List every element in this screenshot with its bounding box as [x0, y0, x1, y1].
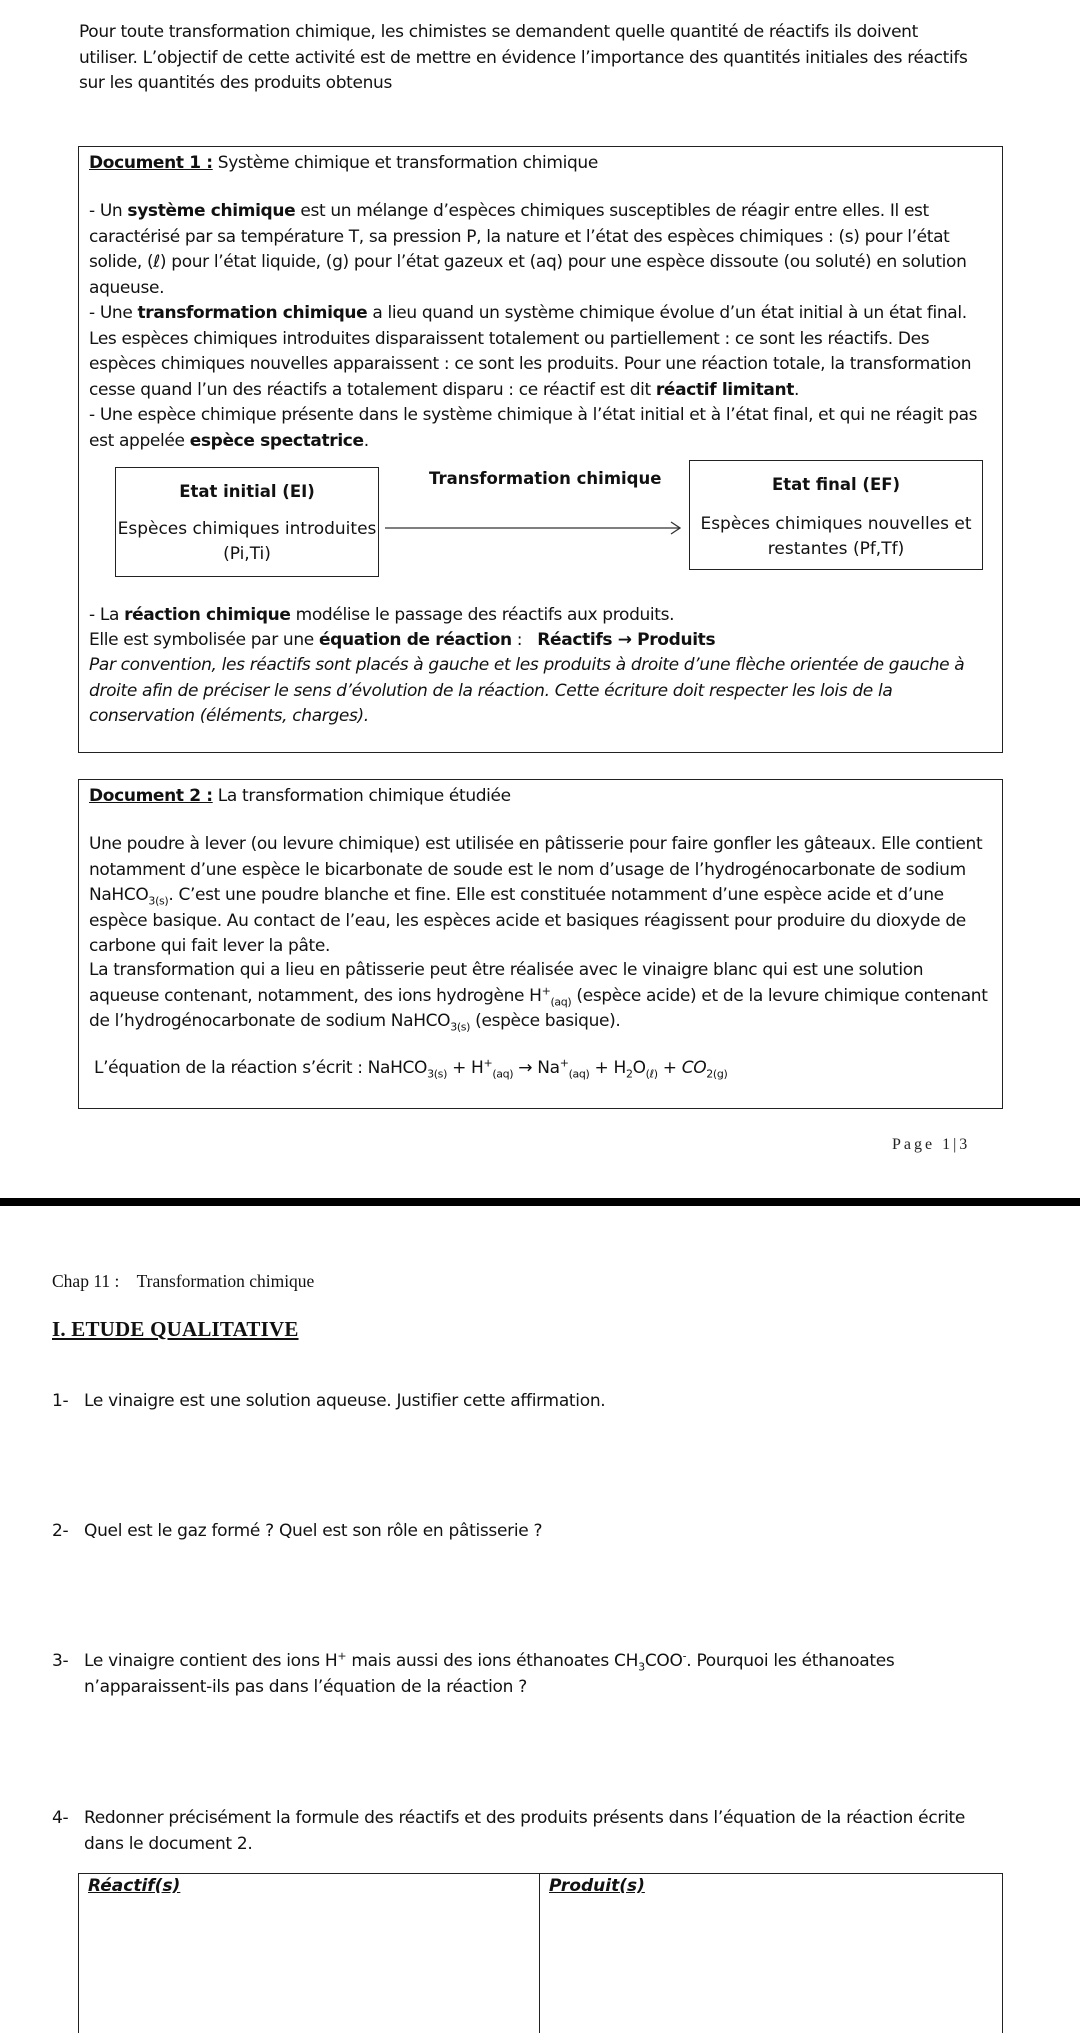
question-2: [52, 1519, 1012, 1545]
question-number: 2-: [52, 1521, 69, 1541]
text: - La: [89, 605, 125, 625]
text: +: [589, 1058, 614, 1078]
text: L’équation de la réaction s’écrit :: [94, 1058, 368, 1078]
text: (espèce acide) et de la levure chimique contenant de l’hydrogénocarbonate de sodium NaHCO: [89, 985, 988, 1031]
subscript: 3: [638, 1660, 645, 1674]
reactants-to-products: Réactifs → Produits: [537, 630, 716, 650]
question-text-line2: dans le document 2.: [84, 1833, 253, 1854]
subscript: 3(s): [450, 1020, 471, 1034]
superscript: +: [483, 1056, 493, 1070]
document-1-label: Document 1 :: [89, 153, 213, 173]
text: . C’est une poudre blanche et fine. Elle est constituée notamment d’une espèce acide et d’une espèce basique. Au contact de l’eau, les espèces acide et basiques réagissent pour produire du dioxyde de carbone qui fait lever la pâte.: [89, 885, 966, 956]
reaction-equation: [94, 1056, 999, 1082]
text: La transformation qui a lieu en pâtisserie peut être réalisée avec le vinaigre blanc qui est une solution aqueuse contenant, notamment, des ions hydrogène H: [89, 960, 924, 1006]
question-3: [52, 1649, 1012, 1700]
subscript: 2(g): [706, 1067, 728, 1081]
document-1-title: Système chimique et transformation chimique: [212, 153, 598, 173]
subscript: 3(s): [148, 894, 169, 908]
term-chemical-reaction: réaction chimique: [124, 605, 291, 625]
question-number: 1-: [52, 1391, 69, 1411]
question-text-line2: n’apparaissent-ils pas dans l’équation de la réaction ?: [84, 1676, 527, 1697]
convention-note: [89, 653, 994, 730]
document-2-title: La transformation chimique étudiée: [212, 786, 511, 806]
question-text: Quel est le gaz formé ? Quel est son rôle en pâtisserie ?: [84, 1521, 543, 1541]
initial-state-description: Espèces chimiques introduites (Pi,Ti): [117, 519, 377, 564]
arrow-right-icon: [385, 521, 683, 535]
subscript: (aq): [568, 1067, 590, 1081]
page-number: Page 1|3: [892, 1136, 971, 1153]
question-number: 4-: [52, 1808, 69, 1828]
superscript: +: [559, 1056, 569, 1070]
final-state-description: Espèces chimiques nouvelles et restantes (Pf,Tf): [700, 514, 972, 559]
arrow-icon: →: [513, 1058, 538, 1078]
question-text: . Pourquoi les éthanoates: [686, 1651, 895, 1671]
text: +: [657, 1058, 682, 1078]
question-text: Redonner précisément la formule des réactifs et des produits présents dans l’équation de la réaction écrite: [84, 1808, 966, 1828]
document-2-box: [78, 779, 1003, 1109]
text: :: [511, 630, 538, 650]
subscript: 3(s): [427, 1067, 448, 1081]
document-2-label: Document 2 :: [89, 786, 213, 806]
text: +: [447, 1058, 472, 1078]
document-2-heading: [89, 784, 511, 810]
subscript: (aq): [550, 994, 572, 1008]
term-chemical-system: système chimique: [127, 201, 296, 221]
initial-state-box: [115, 467, 379, 577]
reactants-header: Réactif(s): [88, 1876, 181, 1896]
initial-state-title: Etat initial (EI): [179, 482, 315, 501]
answer-table: [78, 1873, 1003, 2033]
text: Par convention, les réactifs sont placés à gauche et les produits à droite d’une flèche orientée de gauche à droite afin de préciser le sens d’évolution de la réaction. Cette écriture doit respecter les lois de la conservation (éléments, charges).: [89, 655, 965, 726]
document-1-heading: [89, 151, 598, 177]
text: .: [794, 379, 800, 400]
page-separator: [0, 1198, 1080, 1206]
text: est un mélange d’espèces chimiques susceptibles de réagir entre elles. Il est caractérisé par sa température T, sa pression P, la nature et l’état des espèces chimiques : (s) pour l’état solide, (ℓ) pour l’état liquide, (g) pour l’état gazeux et (aq) pour une espèce dissoute (ou soluté) en solution aqueuse.: [89, 201, 967, 298]
term-chemical-transformation: transformation chimique: [137, 303, 368, 323]
document-1-box: [78, 146, 1003, 753]
question-number: 3-: [52, 1651, 69, 1671]
chemical-system-definition: [89, 199, 994, 301]
spectator-species-definition: [89, 403, 994, 454]
subscript: (aq): [492, 1067, 514, 1081]
products-answer-cell[interactable]: [540, 1874, 1002, 2033]
formula: Na: [537, 1058, 560, 1078]
term-limiting-reagent: réactif limitant: [655, 379, 795, 400]
question-text: Le vinaigre contient des ions H: [84, 1651, 338, 1671]
products-header: Produit(s): [549, 1876, 645, 1896]
intro-paragraph: Pour toute transformation chimique, les chimistes se demandent quelle quantité de réactifs ils doivent utiliser. L’objectif de cette activité est de mettre en évidence l’importance des quantités initiales des réactifs sur les quantités des produits obtenus: [79, 22, 968, 93]
chapter-header: Chap 11 : Transformation chimique: [52, 1271, 315, 1291]
term-spectator-species: espèce spectatrice: [189, 430, 364, 451]
formula: H: [613, 1058, 626, 1078]
question-text: mais aussi des ions éthanoates CH: [346, 1651, 639, 1671]
term-reaction-equation: équation de réaction: [318, 630, 512, 650]
question-1: [52, 1389, 1012, 1415]
section-title: I. ETUDE QUALITATIVE: [52, 1317, 299, 1341]
chemical-transformation-definition: [89, 301, 994, 403]
subscript: (ℓ): [645, 1067, 658, 1081]
text: - Une espèce chimique présente dans le système chimique à l’état initial et à l’état final, et qui ne réagit pas est appelée: [89, 405, 978, 451]
text: Une poudre à lever (ou levure chimique) est utilisée en pâtisserie pour faire gonfler les gâteaux. Elle contient notamment d’une espèce le bicarbonate de soude est le nom d’usage de l’hydrogénocarbonate de sodium NaHCO: [89, 834, 983, 905]
superscript: +: [337, 1649, 347, 1663]
formula: O: [632, 1058, 646, 1078]
subscript: 2: [625, 1067, 633, 1081]
reactants-answer-cell[interactable]: [79, 1874, 540, 2033]
question-text: COO: [644, 1651, 683, 1671]
vinegar-paragraph: [89, 958, 994, 1035]
reaction-equation-line: [89, 628, 994, 654]
baking-powder-paragraph: [89, 832, 994, 960]
text: Elle est symbolisée par une: [89, 630, 319, 650]
transformation-label: Transformation chimique: [429, 469, 662, 488]
formula: NaHCO: [367, 1058, 428, 1078]
formula: CO: [681, 1058, 707, 1078]
chemical-reaction-definition: [89, 603, 994, 629]
question-4: [52, 1806, 1012, 1857]
superscript: -: [682, 1649, 687, 1663]
formula: H: [471, 1058, 484, 1078]
question-text: Le vinaigre est une solution aqueuse. Justifier cette affirmation.: [84, 1391, 606, 1411]
text: (espèce basique).: [470, 1011, 621, 1031]
text: modélise le passage des réactifs aux produits.: [290, 605, 675, 625]
text: - Un: [89, 201, 128, 221]
text: a lieu quand un système chimique évolue d’un état initial à un état final. Les espèces chimiques introduites disparaissent totalement ou partiellement : ce sont les réactifs. Des espèces chimiques nouvelles apparaissent : ce sont les produits. Pour une réaction totale, la transformation cesse quand l’un des réactifs a totalement disparu : ce réactif est dit: [89, 303, 972, 400]
text: - Une: [89, 303, 138, 323]
final-state-box: [689, 460, 983, 570]
superscript: +: [541, 983, 551, 997]
final-state-title: Etat final (EF): [771, 475, 901, 494]
text: .: [363, 430, 369, 451]
